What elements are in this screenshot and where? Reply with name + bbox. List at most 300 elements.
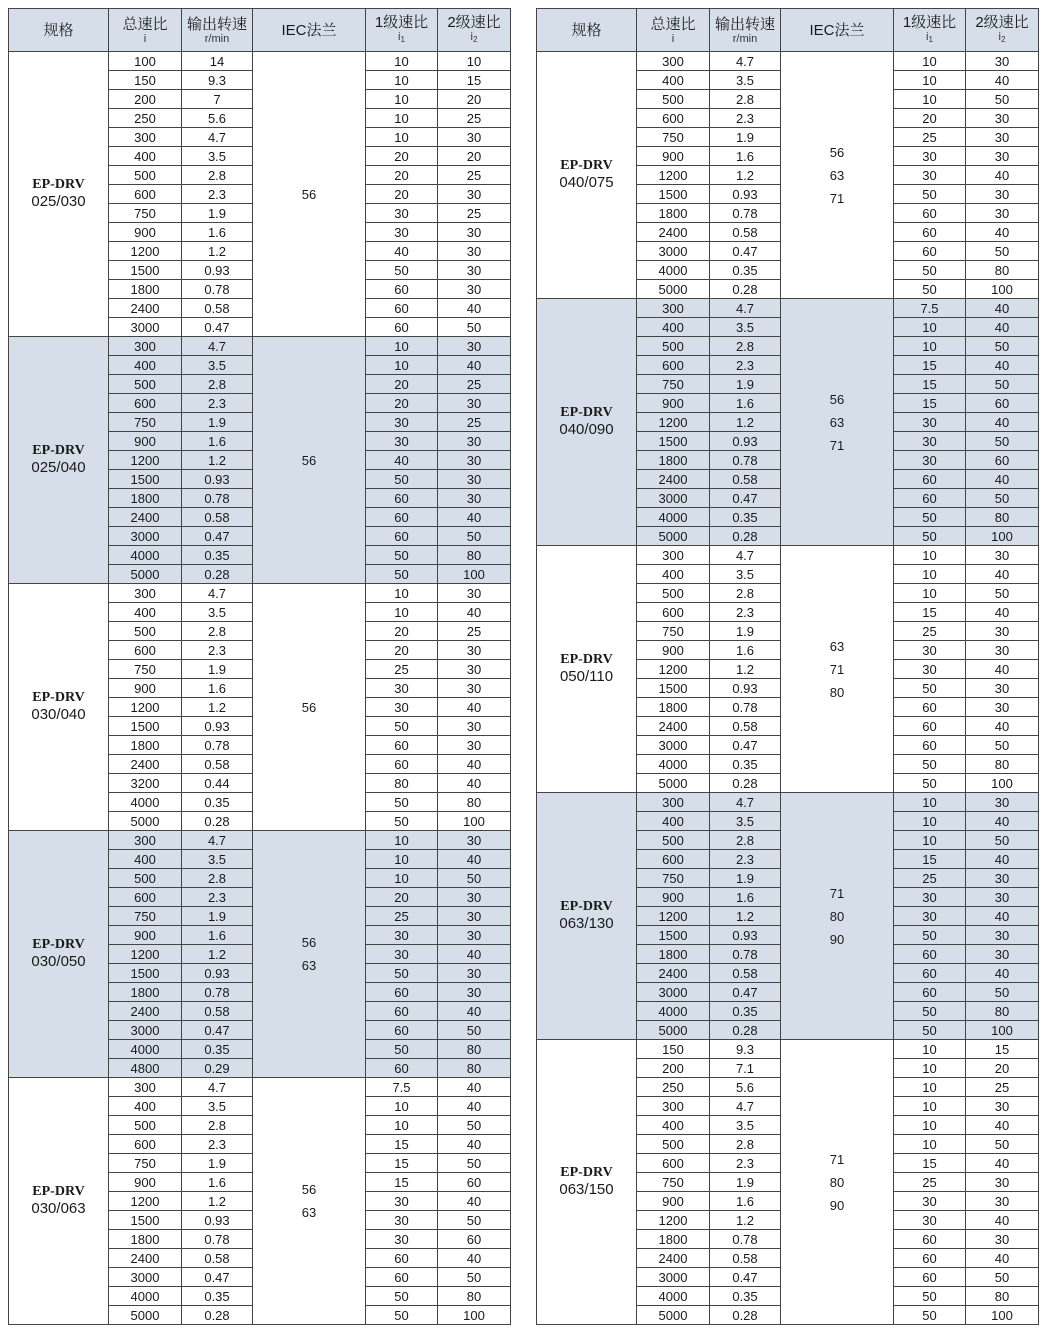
output-speed-cell: 0.35: [710, 261, 781, 280]
output-speed-cell: 1.6: [182, 1173, 253, 1192]
stage1-ratio-cell: 40: [366, 451, 438, 470]
output-speed-cell: 0.93: [710, 432, 781, 451]
stage2-ratio-cell: 40: [438, 698, 511, 717]
output-speed-cell: 0.93: [182, 261, 253, 280]
stage2-ratio-cell: 80: [438, 1040, 511, 1059]
stage2-ratio-cell: 25: [438, 413, 511, 432]
total-ratio-cell: 150: [637, 1040, 710, 1059]
total-ratio-cell: 1200: [637, 413, 710, 432]
output-speed-cell: 0.58: [182, 755, 253, 774]
output-speed-cell: 3.5: [710, 318, 781, 337]
total-ratio-cell: 1200: [109, 698, 182, 717]
flange-cell: [781, 299, 894, 546]
stage2-symbol: i: [470, 31, 473, 43]
total-ratio-cell: 2400: [637, 470, 710, 489]
flange-cell: [253, 52, 366, 337]
stage2-ratio-cell: 20: [966, 1059, 1039, 1078]
stage2-ratio-cell: 30: [966, 147, 1039, 166]
stage2-ratio-cell: 40: [438, 603, 511, 622]
stage2-ratio-cell: 30: [966, 128, 1039, 147]
total-ratio-cell: 750: [637, 128, 710, 147]
stage1-ratio-cell: 15: [894, 603, 966, 622]
stage2-ratio-cell: 30: [438, 261, 511, 280]
output-speed-cell: 2.8: [182, 869, 253, 888]
stage2-ratio-cell: 40: [438, 1135, 511, 1154]
total-ratio-cell: 600: [109, 394, 182, 413]
stage2-ratio-cell: 30: [438, 223, 511, 242]
total-ratio-cell: 900: [637, 641, 710, 660]
output-speed-cell: 3.5: [182, 850, 253, 869]
total-ratio-cell: 900: [109, 432, 182, 451]
stage2-ratio-cell: 40: [966, 71, 1039, 90]
stage2-ratio-cell: 40: [966, 812, 1039, 831]
total-ratio-cell: 2400: [109, 1249, 182, 1268]
output-speed-cell: 1.2: [710, 1211, 781, 1230]
stage2-ratio-cell: 60: [438, 1173, 511, 1192]
output-speed-cell: 0.47: [182, 527, 253, 546]
stage2-ratio-cell: 40: [966, 1211, 1039, 1230]
stage1-ratio-cell: 80: [366, 774, 438, 793]
stage2-ratio-cell: 40: [438, 299, 511, 318]
stage1-ratio-cell: 10: [894, 1135, 966, 1154]
total-ratio-cell: 500: [637, 337, 710, 356]
stage2-ratio-cell: 40: [438, 508, 511, 527]
header-stage1-ratio-label: 1级速比: [902, 14, 957, 31]
total-ratio-cell: 4000: [109, 1040, 182, 1059]
model-name: EP-DRV: [32, 443, 85, 458]
output-speed-cell: 0.28: [710, 774, 781, 793]
total-ratio-cell: 600: [637, 603, 710, 622]
stage2-ratio-cell: 30: [966, 204, 1039, 223]
stage1-ratio-cell: 30: [366, 413, 438, 432]
output-speed-cell: 4.7: [182, 128, 253, 147]
stage1-ratio-cell: 10: [366, 109, 438, 128]
stage1-ratio-cell: 60: [894, 1230, 966, 1249]
total-ratio-cell: 3000: [109, 527, 182, 546]
stage1-ratio-cell: 7.5: [366, 1078, 438, 1097]
stage2-ratio-cell: 50: [966, 584, 1039, 603]
stage1-ratio-cell: 10: [894, 812, 966, 831]
total-ratio-cell: 1200: [637, 166, 710, 185]
stage1-ratio-cell: 30: [366, 223, 438, 242]
flange-value: 56: [301, 452, 317, 468]
output-speed-cell: 0.35: [182, 1287, 253, 1306]
output-speed-cell: 2.8: [182, 166, 253, 185]
stage1-ratio-cell: 10: [894, 1116, 966, 1135]
total-ratio-cell: 4000: [109, 793, 182, 812]
stage1-ratio-cell: 50: [894, 1002, 966, 1021]
output-speed-cell: 4.7: [710, 1097, 781, 1116]
stage1-ratio-cell: 60: [894, 717, 966, 736]
model-name: EP-DRV: [32, 1184, 85, 1199]
header-spec: [9, 9, 109, 52]
output-speed-cell: 0.29: [182, 1059, 253, 1078]
model-name: EP-DRV: [560, 652, 613, 667]
total-ratio-cell: 4000: [109, 1287, 182, 1306]
output-speed-cell: 1.6: [710, 1192, 781, 1211]
total-ratio-cell: 400: [109, 603, 182, 622]
stage1-ratio-cell: 50: [894, 679, 966, 698]
stage1-ratio-cell: 25: [894, 622, 966, 641]
total-ratio-cell: 2400: [637, 1249, 710, 1268]
stage2-ratio-cell: 30: [438, 717, 511, 736]
stage2-ratio-cell: 25: [438, 204, 511, 223]
output-speed-cell: 0.78: [182, 280, 253, 299]
stage1-ratio-cell: 50: [366, 261, 438, 280]
right-spec-table-wrapper: [536, 8, 1039, 1325]
stage1-ratio-cell: 25: [366, 660, 438, 679]
total-ratio-cell: 1200: [637, 660, 710, 679]
flange-value: 63: [829, 167, 845, 183]
table-row: [537, 546, 1039, 565]
stage2-ratio-cell: 30: [966, 793, 1039, 812]
total-ratio-cell: 1800: [637, 698, 710, 717]
total-ratio-cell: 600: [637, 1154, 710, 1173]
model-code: 040/090: [559, 421, 614, 438]
stage1-ratio-cell: 60: [894, 223, 966, 242]
total-ratio-cell: 4000: [637, 1002, 710, 1021]
stage2-ratio-cell: 30: [966, 1097, 1039, 1116]
stage1-ratio-cell: 10: [894, 337, 966, 356]
total-ratio-cell: 5000: [109, 812, 182, 831]
total-ratio-cell: 500: [109, 375, 182, 394]
stage2-ratio-cell: 100: [438, 812, 511, 831]
total-ratio-cell: 600: [109, 888, 182, 907]
stage2-ratio-cell: 30: [966, 109, 1039, 128]
header-spec: [537, 9, 637, 52]
output-speed-cell: 4.7: [710, 52, 781, 71]
total-ratio-cell: 1200: [109, 1192, 182, 1211]
stage2-ratio-cell: 50: [438, 1154, 511, 1173]
output-speed-cell: 0.78: [182, 736, 253, 755]
output-speed-cell: 1.2: [710, 413, 781, 432]
output-speed-cell: 0.58: [182, 299, 253, 318]
output-speed-cell: 1.9: [710, 128, 781, 147]
stage2-subscript: 2: [1001, 35, 1006, 44]
stage2-ratio-cell: 25: [438, 375, 511, 394]
header-output-speed-unit: r/min: [732, 32, 758, 45]
total-ratio-cell: 4000: [637, 508, 710, 527]
total-ratio-cell: 600: [109, 185, 182, 204]
stage2-ratio-cell: 30: [438, 489, 511, 508]
flange-value: 56: [301, 699, 317, 715]
table-row: [537, 1040, 1039, 1059]
stage1-ratio-cell: 60: [366, 1002, 438, 1021]
stage1-ratio-cell: 30: [894, 147, 966, 166]
flange-value: 71: [829, 885, 845, 901]
total-ratio-cell: 400: [637, 1116, 710, 1135]
output-speed-cell: 3.5: [182, 1097, 253, 1116]
output-speed-cell: 0.58: [710, 470, 781, 489]
output-speed-cell: 4.7: [182, 1078, 253, 1097]
stage1-ratio-cell: 60: [894, 945, 966, 964]
stage1-ratio-cell: 10: [366, 337, 438, 356]
model-name: EP-DRV: [560, 899, 613, 914]
output-speed-cell: 2.3: [710, 356, 781, 375]
total-ratio-cell: 1800: [637, 204, 710, 223]
stage1-ratio-cell: 10: [366, 71, 438, 90]
total-ratio-cell: 750: [637, 622, 710, 641]
output-speed-cell: 0.44: [182, 774, 253, 793]
header-stage2-ratio-label: 2级速比: [975, 14, 1029, 31]
stage1-ratio-cell: 60: [894, 470, 966, 489]
stage2-ratio-cell: 50: [438, 1268, 511, 1287]
stage1-ratio-cell: 60: [366, 983, 438, 1002]
output-speed-cell: 1.2: [710, 907, 781, 926]
table-row: [9, 584, 511, 603]
stage1-ratio-cell: 50: [366, 793, 438, 812]
total-ratio-cell: 5000: [637, 1306, 710, 1325]
flange-value: 56: [829, 391, 845, 407]
model-code: 050/110: [559, 668, 614, 685]
stage1-ratio-cell: 20: [366, 622, 438, 641]
stage2-ratio-cell: 30: [966, 622, 1039, 641]
stage2-ratio-cell: 40: [966, 907, 1039, 926]
stage2-symbol: i: [998, 31, 1001, 43]
model-cell: [537, 299, 637, 546]
stage1-ratio-cell: 25: [894, 128, 966, 147]
header-stage2-symbol: [438, 31, 510, 46]
stage1-ratio-cell: 15: [894, 375, 966, 394]
stage1-ratio-cell: 50: [366, 1287, 438, 1306]
stage2-ratio-cell: 30: [966, 698, 1039, 717]
stage2-ratio-cell: 50: [438, 1021, 511, 1040]
flange-value: 56: [301, 935, 317, 950]
total-ratio-cell: 5000: [637, 280, 710, 299]
output-speed-cell: 1.2: [182, 698, 253, 717]
header-spec-label: 规格: [571, 21, 602, 39]
stage2-ratio-cell: 80: [966, 755, 1039, 774]
stage1-ratio-cell: 10: [366, 128, 438, 147]
stage2-ratio-cell: 40: [966, 850, 1039, 869]
header-spec-label: 规格: [43, 21, 74, 39]
total-ratio-cell: 200: [637, 1059, 710, 1078]
output-speed-cell: 1.6: [182, 679, 253, 698]
output-speed-cell: 1.2: [710, 166, 781, 185]
stage1-ratio-cell: 25: [894, 1173, 966, 1192]
header-row: [9, 9, 511, 52]
total-ratio-cell: 500: [109, 869, 182, 888]
stage1-ratio-cell: 30: [894, 641, 966, 660]
header-stage2-ratio: [966, 9, 1039, 52]
stage1-ratio-cell: 10: [366, 603, 438, 622]
stage2-ratio-cell: 30: [438, 736, 511, 755]
stage2-ratio-cell: 30: [438, 641, 511, 660]
total-ratio-cell: 750: [637, 869, 710, 888]
stage2-ratio-cell: 40: [966, 356, 1039, 375]
header-stage2-ratio-label: 2级速比: [447, 14, 501, 31]
total-ratio-cell: 100: [109, 52, 182, 71]
stage1-ratio-cell: 10: [894, 1059, 966, 1078]
stage1-ratio-cell: 15: [894, 850, 966, 869]
flange-value: 80: [829, 1174, 845, 1190]
model-cell: [537, 546, 637, 793]
stage2-ratio-cell: 30: [966, 679, 1039, 698]
stage1-ratio-cell: 10: [894, 831, 966, 850]
stage2-ratio-cell: 25: [966, 1078, 1039, 1097]
model-code: 063/130: [559, 915, 614, 932]
stage1-ratio-cell: 60: [366, 508, 438, 527]
stage2-ratio-cell: 40: [438, 1002, 511, 1021]
stage2-ratio-cell: 100: [966, 1021, 1039, 1040]
flange-value: 71: [829, 661, 845, 677]
output-speed-cell: 0.35: [710, 755, 781, 774]
model-name: EP-DRV: [32, 937, 85, 952]
stage2-ratio-cell: 20: [438, 90, 511, 109]
output-speed-cell: 0.58: [182, 508, 253, 527]
output-speed-cell: 1.9: [710, 1173, 781, 1192]
header-total-ratio-label: 总速比: [122, 15, 168, 33]
total-ratio-cell: 900: [637, 147, 710, 166]
stage1-ratio-cell: 60: [894, 698, 966, 717]
stage1-ratio-cell: 20: [366, 394, 438, 413]
stage1-ratio-cell: 10: [366, 831, 438, 850]
stage2-ratio-cell: 80: [438, 546, 511, 565]
total-ratio-cell: 400: [109, 147, 182, 166]
total-ratio-cell: 3000: [109, 1021, 182, 1040]
output-speed-cell: 1.2: [182, 945, 253, 964]
stage1-ratio-cell: 15: [366, 1154, 438, 1173]
stage2-ratio-cell: 60: [966, 394, 1039, 413]
stage2-subscript: 2: [473, 35, 478, 44]
stage2-ratio-cell: 80: [966, 261, 1039, 280]
output-speed-cell: 2.3: [182, 1135, 253, 1154]
stage2-ratio-cell: 40: [966, 964, 1039, 983]
output-speed-cell: 2.3: [182, 888, 253, 907]
stage2-ratio-cell: 30: [966, 52, 1039, 71]
stage1-ratio-cell: 60: [366, 1021, 438, 1040]
total-ratio-cell: 4000: [637, 1287, 710, 1306]
stage1-ratio-cell: 30: [366, 679, 438, 698]
output-speed-cell: 0.47: [710, 1268, 781, 1287]
total-ratio-cell: 500: [109, 166, 182, 185]
total-ratio-cell: 2400: [109, 508, 182, 527]
stage1-ratio-cell: 10: [366, 584, 438, 603]
stage2-ratio-cell: 50: [966, 242, 1039, 261]
stage1-ratio-cell: 10: [894, 1097, 966, 1116]
total-ratio-cell: 300: [637, 1097, 710, 1116]
total-ratio-cell: 1500: [637, 926, 710, 945]
stage1-ratio-cell: 60: [894, 1249, 966, 1268]
stage2-ratio-cell: 40: [438, 945, 511, 964]
stage2-ratio-cell: 40: [966, 1116, 1039, 1135]
total-ratio-cell: 1200: [109, 945, 182, 964]
stage1-ratio-cell: 20: [366, 147, 438, 166]
output-speed-cell: 0.58: [182, 1249, 253, 1268]
output-speed-cell: 3.5: [182, 147, 253, 166]
output-speed-cell: 3.5: [710, 565, 781, 584]
stage2-ratio-cell: 40: [966, 717, 1039, 736]
stage2-ratio-cell: 50: [966, 1268, 1039, 1287]
total-ratio-cell: 500: [637, 584, 710, 603]
stage2-ratio-cell: 50: [966, 375, 1039, 394]
output-speed-cell: 2.3: [182, 641, 253, 660]
output-speed-cell: 1.2: [182, 451, 253, 470]
stage2-ratio-cell: 100: [438, 565, 511, 584]
total-ratio-cell: 600: [637, 109, 710, 128]
stage2-ratio-cell: 30: [966, 869, 1039, 888]
header-stage1-symbol: [366, 31, 437, 46]
model-name: EP-DRV: [32, 177, 85, 192]
stage1-ratio-cell: 50: [366, 964, 438, 983]
right-spec-table-body: [537, 52, 1039, 1325]
total-ratio-cell: 4000: [109, 546, 182, 565]
stage2-ratio-cell: 30: [438, 831, 511, 850]
stage2-ratio-cell: 25: [438, 622, 511, 641]
stage1-ratio-cell: 20: [366, 166, 438, 185]
header-iec-flange: [253, 9, 366, 52]
total-ratio-cell: 750: [109, 413, 182, 432]
output-speed-cell: 3.5: [710, 71, 781, 90]
output-speed-cell: 2.8: [710, 337, 781, 356]
stage1-ratio-cell: 30: [366, 945, 438, 964]
total-ratio-cell: 1800: [109, 1230, 182, 1249]
stage2-ratio-cell: 80: [966, 1002, 1039, 1021]
stage1-subscript: 1: [400, 35, 405, 44]
stage2-ratio-cell: 40: [438, 356, 511, 375]
output-speed-cell: 0.93: [710, 679, 781, 698]
stage1-ratio-cell: 60: [366, 755, 438, 774]
output-speed-cell: 0.93: [182, 964, 253, 983]
header-stage1-ratio: [894, 9, 966, 52]
stage1-ratio-cell: 30: [894, 660, 966, 679]
stage2-ratio-cell: 30: [438, 983, 511, 1002]
stage1-symbol: i: [398, 31, 401, 43]
total-ratio-cell: 1800: [109, 489, 182, 508]
stage1-ratio-cell: 50: [894, 1021, 966, 1040]
stage1-ratio-cell: 60: [366, 1249, 438, 1268]
header-iec-flange: [781, 9, 894, 52]
model-name: EP-DRV: [560, 158, 613, 173]
output-speed-cell: 1.9: [710, 622, 781, 641]
total-ratio-cell: 1800: [637, 451, 710, 470]
stage2-ratio-cell: 50: [438, 1211, 511, 1230]
table-row: [537, 299, 1039, 318]
stage2-ratio-cell: 30: [438, 242, 511, 261]
output-speed-cell: 0.47: [710, 736, 781, 755]
stage1-ratio-cell: 50: [894, 774, 966, 793]
table-row: [537, 793, 1039, 812]
total-ratio-cell: 1200: [637, 907, 710, 926]
header-total-ratio-label: 总速比: [650, 15, 696, 33]
stage2-ratio-cell: 30: [438, 470, 511, 489]
output-speed-cell: 1.6: [182, 926, 253, 945]
output-speed-cell: 1.2: [710, 660, 781, 679]
output-speed-cell: 0.47: [182, 1268, 253, 1287]
total-ratio-cell: 2400: [109, 299, 182, 318]
total-ratio-cell: 750: [109, 1154, 182, 1173]
stage1-ratio-cell: 10: [894, 1040, 966, 1059]
stage1-ratio-cell: 50: [894, 280, 966, 299]
total-ratio-cell: 600: [109, 641, 182, 660]
flange-value: 63: [829, 414, 845, 430]
flange-value: 71: [829, 190, 845, 206]
stage1-ratio-cell: 60: [366, 1059, 438, 1078]
header-stage1-symbol: [894, 31, 965, 46]
total-ratio-cell: 3000: [637, 242, 710, 261]
output-speed-cell: 0.47: [710, 242, 781, 261]
total-ratio-cell: 300: [109, 1078, 182, 1097]
stage2-ratio-cell: 30: [438, 679, 511, 698]
stage1-ratio-cell: 60: [366, 527, 438, 546]
output-speed-cell: 1.9: [182, 907, 253, 926]
stage2-ratio-cell: 60: [966, 451, 1039, 470]
stage1-ratio-cell: 50: [366, 1306, 438, 1325]
total-ratio-cell: 300: [109, 831, 182, 850]
model-code: 025/040: [31, 459, 86, 476]
flange-cell: [253, 584, 366, 831]
output-speed-cell: 0.78: [710, 451, 781, 470]
